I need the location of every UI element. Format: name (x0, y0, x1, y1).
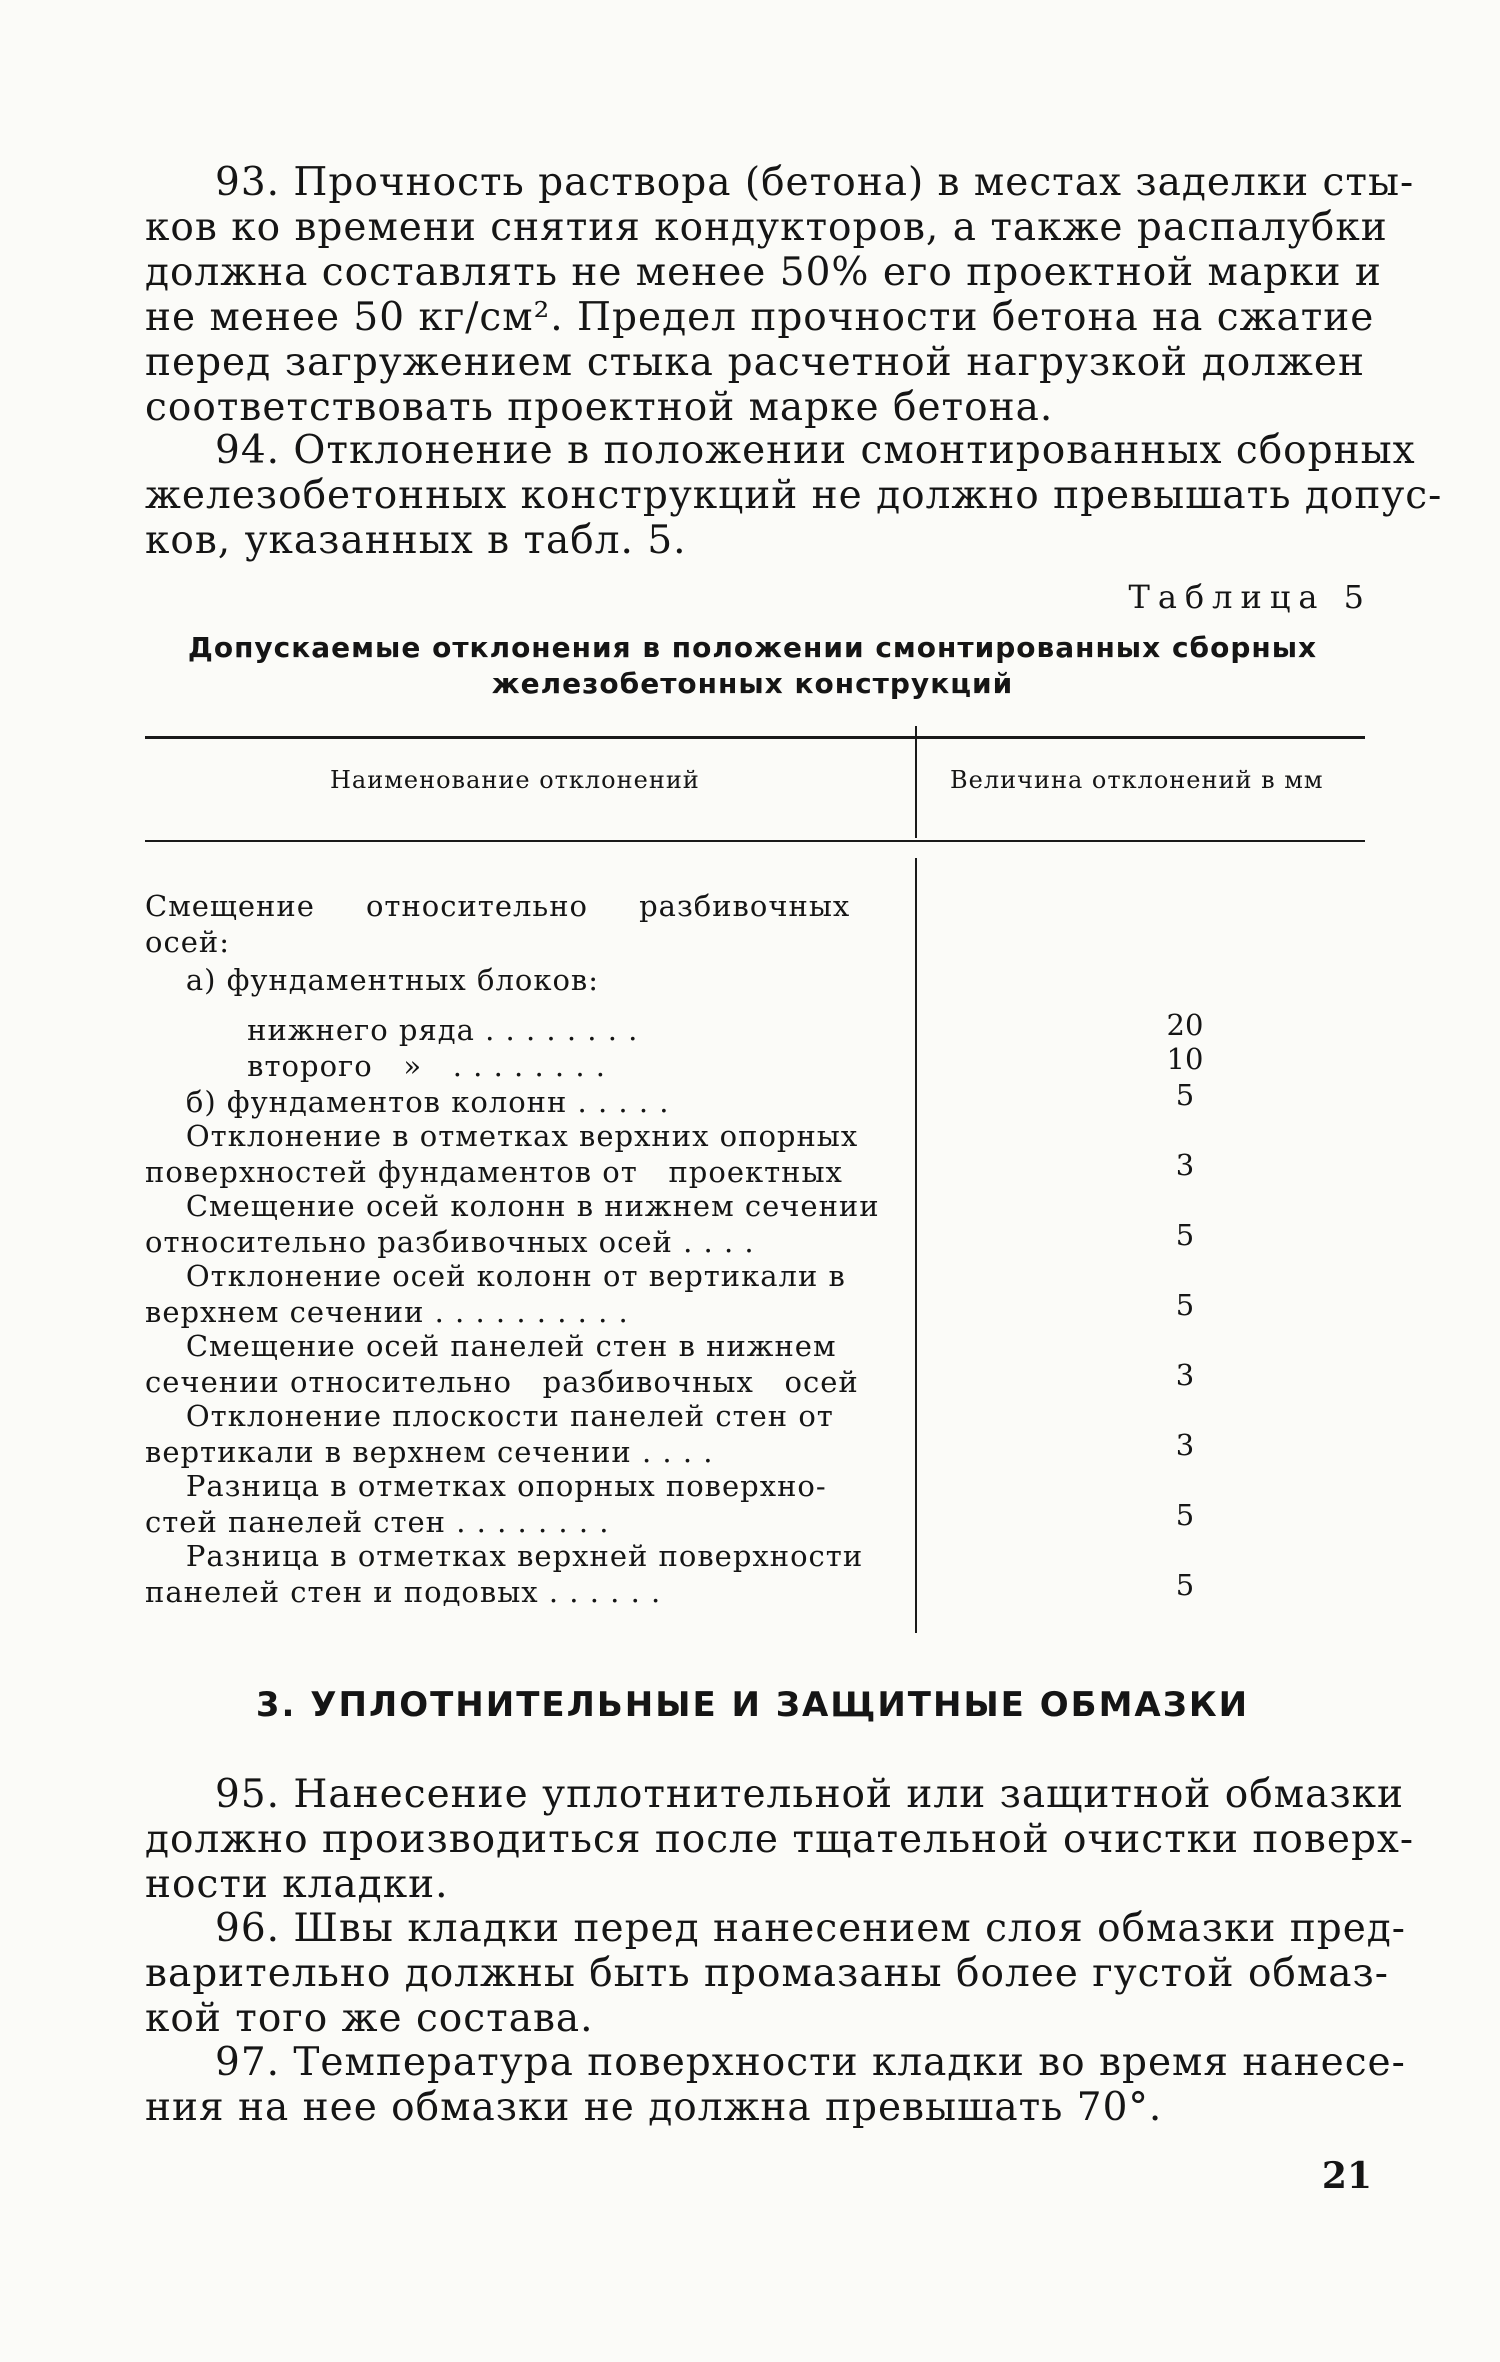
text-line: соответствовать проектной марке бетона. (145, 385, 1054, 430)
table-row-name (145, 1118, 890, 1190)
paragraph-96 (145, 1906, 1406, 2041)
row-text-line: нижнего ряда . . . . . . . . (145, 1013, 639, 1047)
text-line: 94. Отклонение в положении смонтированных сборных (215, 428, 1416, 473)
row-text-line: вертикали в верхнем сечении . . . . (145, 1435, 714, 1469)
table-title-line: Допускаемые отклонения в положении смонтированных сборных (187, 631, 1318, 664)
table-header-divider (915, 726, 917, 838)
table-row-name (145, 888, 890, 960)
row-text-line: сечении относительно разбивочных осей (145, 1365, 859, 1399)
text-line: ков, указанных в табл. 5. (145, 518, 687, 563)
row-text-line: Отклонение в отметках верхних опорных (145, 1119, 859, 1153)
text-line: должно производиться после тщательной очистки поверх- (145, 1817, 1415, 1862)
text-line: не менее 50 кг/см². Предел прочности бетона на сжатие (145, 295, 1375, 340)
text-line: ности кладки. (145, 1862, 449, 1907)
table-top-rule (145, 736, 1365, 739)
table-row-name (145, 1258, 890, 1330)
row-text-line: Разница в отметках верхней поверхности (145, 1539, 864, 1573)
header-deviation-value: Величина отклонений в мм (950, 766, 1324, 794)
table-row-name (145, 1328, 890, 1400)
row-text-line: Смещение относительно разбивочных (145, 889, 851, 923)
row-text-line: а) фундаментных блоков: (145, 963, 600, 997)
table-row-value: 5 (1175, 1078, 1195, 1112)
row-text-line: панелей стен и подовых . . . . . . (145, 1575, 662, 1609)
row-text-line: Разница в отметках опорных поверхно- (145, 1469, 827, 1503)
row-text-line: относительно разбивочных осей . . . . (145, 1225, 755, 1259)
table-row-name (145, 1188, 890, 1260)
text-line: перед загружением стыка расчетной нагрузкой должен (145, 340, 1365, 385)
table-row-name (145, 1398, 890, 1470)
table-row-name (145, 1538, 890, 1610)
text-line: ния на нее обмазки не должна превышать 70°. (145, 2085, 1163, 2130)
text-line: должна составлять не менее 50% его проектной марки и (145, 250, 1382, 295)
row-text-line: Отклонение плоскости панелей стен от (145, 1399, 834, 1433)
table-row-value: 20 (1166, 1008, 1204, 1042)
text-line: 96. Швы кладки перед нанесением слоя обмазки пред- (215, 1906, 1406, 1951)
row-text-line: осей: (145, 925, 230, 959)
table-column-divider (915, 858, 917, 1633)
table-caption: Таблица 5 (1128, 578, 1372, 616)
text-line: ков ко времени снятия кондукторов, а также распалубки (145, 205, 1388, 250)
row-text-line: Смещение осей колонн в нижнем сечении (145, 1189, 880, 1223)
text-line: 93. Прочность раствора (бетона) в местах заделки сты- (215, 160, 1415, 205)
paragraph-93 (145, 160, 1415, 430)
text-line: кой того же состава. (145, 1996, 594, 2041)
page-number: 21 (1321, 2155, 1372, 2197)
row-text-line: второго » . . . . . . . . (145, 1049, 607, 1083)
row-text-line: б) фундаментов колонн . . . . . (145, 1085, 670, 1119)
row-text-line: Отклонение осей колонн от вертикали в (145, 1259, 846, 1293)
paragraph-94 (145, 428, 1443, 563)
paragraph-97 (145, 2040, 1406, 2130)
row-text-line: поверхностей фундаментов от проектных (145, 1155, 843, 1189)
row-text-line: стей панелей стен . . . . . . . . (145, 1505, 610, 1539)
table-title (140, 630, 1365, 702)
table-row-value: 3 (1175, 1148, 1195, 1182)
row-text-line: Смещение осей панелей стен в нижнем (145, 1329, 837, 1363)
table-row-name (145, 1084, 890, 1120)
text-line: железобетонных конструкций не должно превышать допус- (145, 473, 1443, 518)
table-row-name (145, 1468, 890, 1540)
table-header-bottom-rule (145, 840, 1365, 842)
table-row-value: 5 (1175, 1288, 1195, 1322)
text-line: варительно должны быть промазаны более густой обмаз- (145, 1951, 1389, 1996)
table-row-value: 5 (1175, 1218, 1195, 1252)
paragraph-95 (145, 1772, 1415, 1907)
table-title-line: железобетонных конструкций (491, 667, 1014, 700)
table-row-value: 3 (1175, 1428, 1195, 1462)
table-row-name (145, 1048, 890, 1084)
table-row-name (145, 962, 890, 998)
row-text-line: верхнем сечении . . . . . . . . . . (145, 1295, 629, 1329)
table-row-value: 5 (1175, 1568, 1195, 1602)
section-heading: 3. УПЛОТНИТЕЛЬНЫЕ И ЗАЩИТНЫЕ ОБМАЗКИ (255, 1685, 1250, 1725)
table-row-name (145, 1012, 890, 1048)
header-deviation-name: Наименование отклонений (330, 766, 700, 794)
text-line: 97. Температура поверхности кладки во время нанесе- (215, 2040, 1406, 2085)
table-row-value: 5 (1175, 1498, 1195, 1532)
text-line: 95. Нанесение уплотнительной или защитной обмазки (215, 1772, 1404, 1817)
table-row-value: 10 (1166, 1042, 1204, 1076)
table-row-value: 3 (1175, 1358, 1195, 1392)
